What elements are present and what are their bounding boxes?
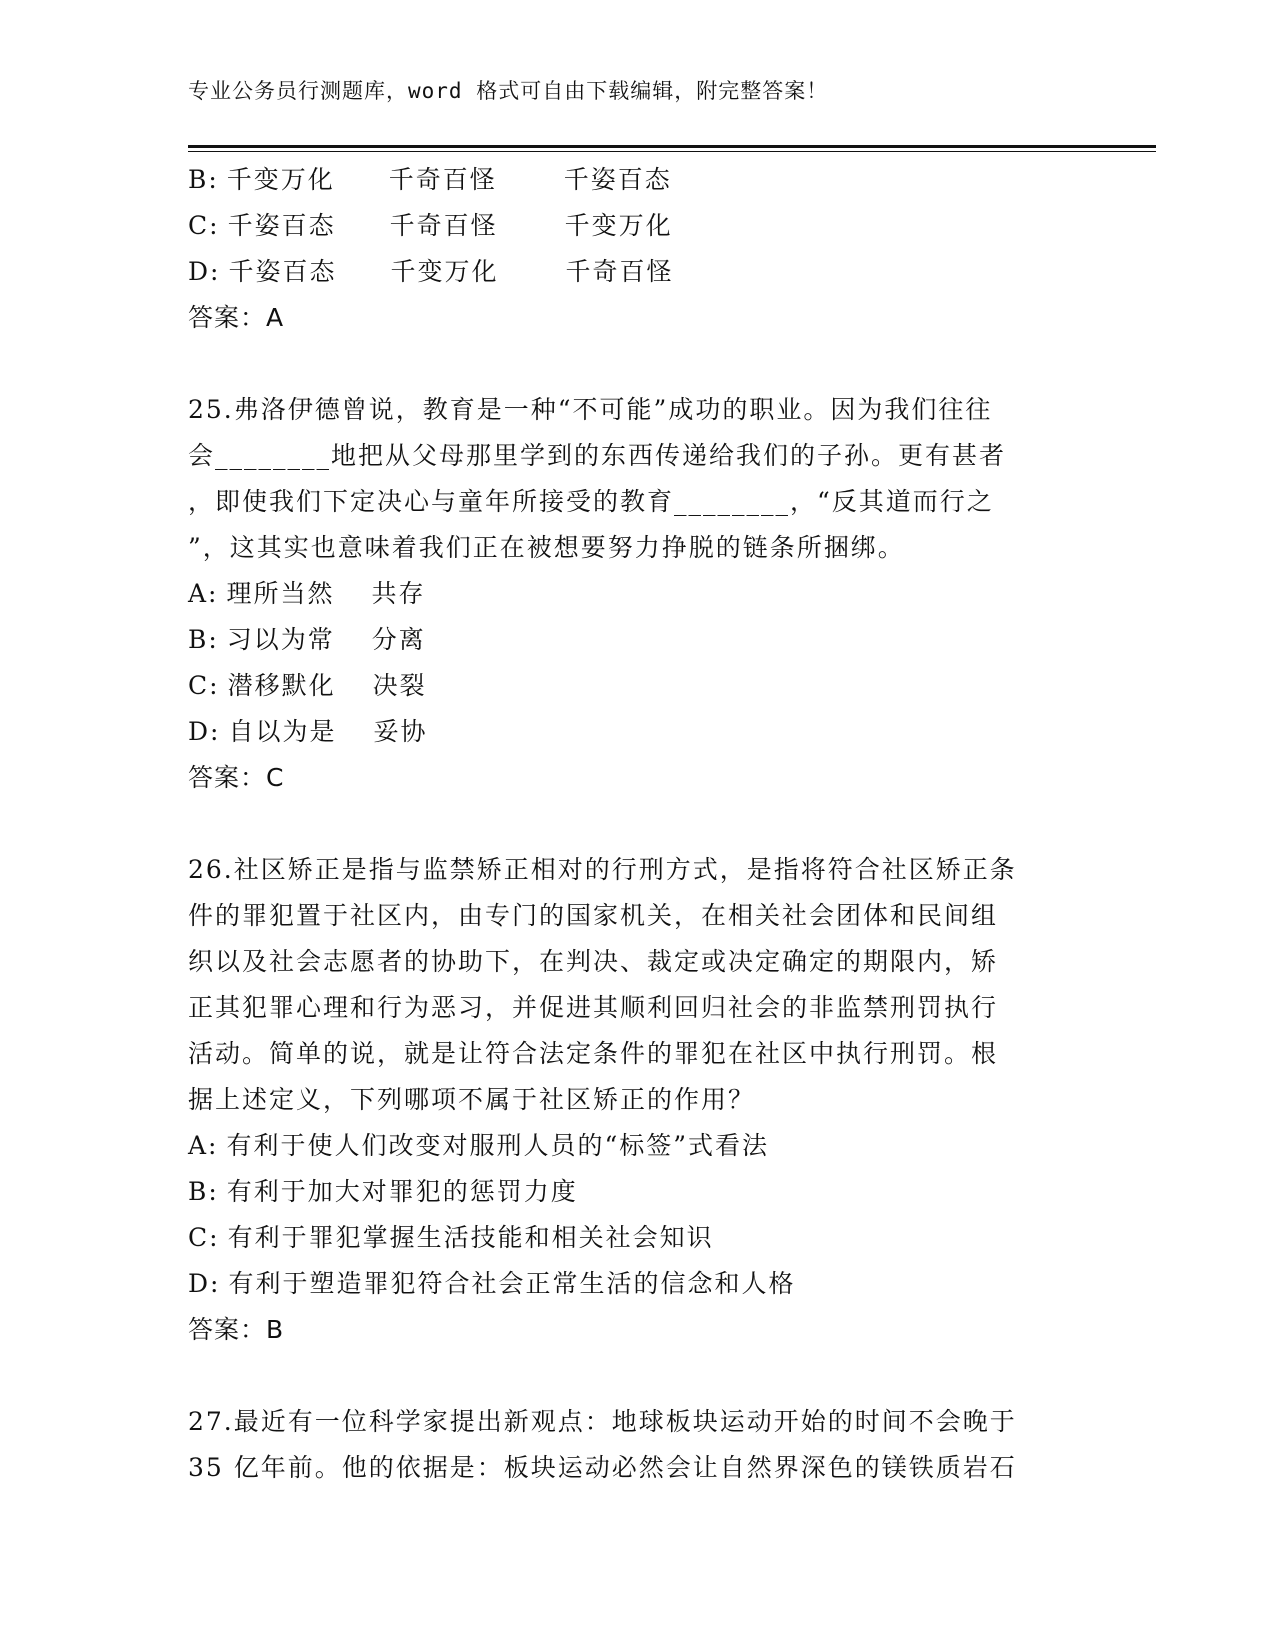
option-col-1: 自以为是: [228, 717, 337, 746]
question-text-line: 正其犯罪心理和行为恶习，并促进其顺利回归社会的非监禁刑罚执行: [188, 993, 999, 1022]
option-col-1: 千变万化: [226, 165, 335, 194]
option-c: [188, 203, 1088, 249]
option-letter: B:: [188, 165, 219, 194]
option-col-1: 千姿百态: [227, 211, 336, 240]
option-d: [188, 1261, 1088, 1307]
option-col-1: 潜移默化: [227, 671, 336, 700]
option-col-2: 千奇百怪: [389, 211, 498, 240]
option-letter: D:: [188, 257, 221, 286]
question-text-line: 织以及社会志愿者的协助下，在判决、裁定或决定确定的期限内，矫: [188, 947, 999, 976]
answer-line: 答案：C: [188, 763, 285, 792]
option-a: [188, 1123, 1088, 1169]
option-c: [188, 663, 1088, 709]
spacer: [188, 341, 1088, 387]
option-col-3: 千奇百怪: [565, 257, 674, 286]
option-b: [188, 157, 1088, 203]
option-letter: D:: [188, 717, 221, 746]
question-text-line: 活动。简单的说，就是让符合法定条件的罪犯在社区中执行刑罚。根: [188, 1039, 999, 1068]
option-text: 有利于塑造罪犯符合社会正常生活的信念和人格: [228, 1269, 796, 1298]
option-b: [188, 1169, 1088, 1215]
question-text-line: ，即使我们下定决心与童年所接受的教育________，“反其道而行之: [188, 487, 994, 516]
question-26: [188, 847, 1088, 1353]
option-letter: C:: [188, 211, 220, 240]
option-letter: B:: [188, 1177, 219, 1206]
header-rule-thick: [188, 145, 1156, 148]
spacer: [188, 801, 1088, 847]
option-col-1: 千姿百态: [228, 257, 337, 286]
option-text: 有利于加大对罪犯的惩罚力度: [226, 1177, 578, 1206]
spacer: [188, 1353, 1088, 1399]
question-text-line: 件的罪犯置于社区内，由专门的国家机关，在相关社会团体和民间组: [188, 901, 999, 930]
option-col-2: 千奇百怪: [388, 165, 497, 194]
option-col-2: 妥协: [373, 717, 428, 746]
option-d: [188, 709, 1088, 755]
option-col-1: 习以为常: [226, 625, 335, 654]
option-letter: C:: [188, 1223, 220, 1252]
question-27: [188, 1399, 1088, 1491]
header-rule-thin: [188, 151, 1156, 152]
option-letter: A:: [188, 1131, 219, 1160]
question-text-line: 据上述定义，下列哪项不属于社区矫正的作用？: [188, 1085, 756, 1114]
question-text-line: 25.弗洛伊德曾说，教育是一种“不可能”成功的职业。因为我们往往: [188, 395, 993, 424]
option-col-2: 决裂: [372, 671, 427, 700]
page-header: 专业公务员行测题库，word 格式可自由下载编辑，附完整答案！: [188, 79, 829, 103]
option-d: [188, 249, 1088, 295]
option-c: [188, 1215, 1088, 1261]
option-col-1: 理所当然: [226, 579, 335, 608]
option-letter: B:: [188, 625, 219, 654]
question-text-line: 27.最近有一位科学家提出新观点：地球板块运动开始的时间不会晚于: [188, 1407, 1017, 1436]
page-content: [188, 157, 1088, 1491]
option-col-3: 千变万化: [564, 211, 673, 240]
answer-line: 答案：A: [188, 303, 285, 332]
option-col-2: 分离: [371, 625, 426, 654]
option-col-2: 千变万化: [390, 257, 499, 286]
answer-line: 答案：B: [188, 1315, 285, 1344]
question-24-tail: [188, 157, 1088, 341]
option-col-3: 千姿百态: [563, 165, 672, 194]
option-b: [188, 617, 1088, 663]
option-a: [188, 571, 1088, 617]
question-text-line: 35 亿年前。他的依据是：板块运动必然会让自然界深色的镁铁质岩石: [188, 1453, 1017, 1482]
option-col-2: 共存: [371, 579, 426, 608]
option-letter: D:: [188, 1269, 221, 1298]
question-text-line: 会________地把从父母那里学到的东西传递给我们的子孙。更有甚者: [188, 441, 1007, 470]
question-text-line: ”，这其实也意味着我们正在被想要努力挣脱的链条所捆绑。: [188, 533, 905, 562]
option-text: 有利于使人们改变对服刑人员的“标签”式看法: [226, 1131, 770, 1160]
option-letter: C:: [188, 671, 220, 700]
question-25: [188, 387, 1088, 801]
question-text-line: 26.社区矫正是指与监禁矫正相对的行刑方式，是指将符合社区矫正条: [188, 855, 1017, 884]
option-letter: A:: [188, 579, 219, 608]
option-text: 有利于罪犯掌握生活技能和相关社会知识: [227, 1223, 714, 1252]
